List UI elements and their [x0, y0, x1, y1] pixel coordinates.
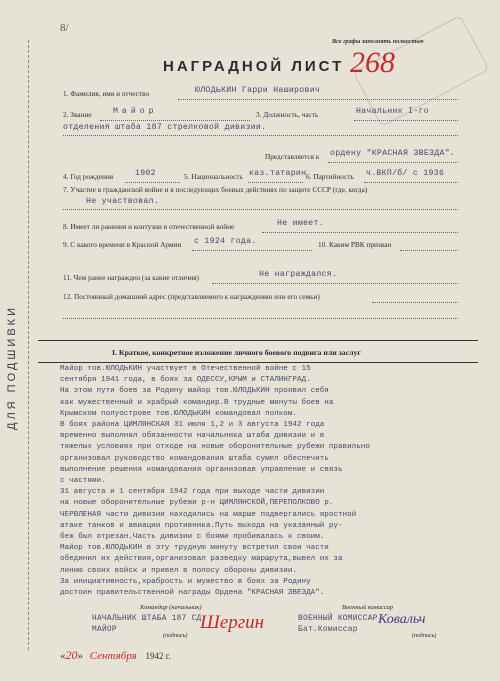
field-4-value: 1902 — [135, 169, 156, 178]
narrative-line: достоин правительственной награды Ордена "КРАСНАЯ ЗВЕЗДА". — [60, 589, 325, 598]
field-11-label: 11. Чем ранее награжден (за какие отличия) — [63, 273, 199, 282]
narrative-line: Майор тов.ЮЛОДЬКИН в эту трудную минуту встретил свои части — [60, 544, 329, 553]
narrative-line: обединил их действия,организовал разведку маршрута,вывел их за — [60, 555, 343, 564]
field-1-value: ЮЛОДЬКИН Гарри Наширович — [195, 86, 321, 95]
field-3-value-b: отделения штаба 187 стрелковой дивизии. — [63, 123, 267, 132]
narrative-line: Майор тов.ЮЛОДЬКИН участвует в Отечественной войне с 15 — [60, 365, 311, 373]
field-8-label: 8. Имеет ли ранения и контузии в отечественной войне — [63, 222, 235, 231]
field-3-label: 3. Должность, часть — [256, 110, 319, 119]
date-month: Сентября — [89, 650, 137, 662]
field-4-label: 4. Год рождения — [63, 172, 114, 181]
field-8-value: Не имеет. — [277, 219, 324, 228]
narrative — [60, 364, 370, 599]
narrative-line: организовал руководство командования штаба сумел обеспечить — [60, 454, 329, 463]
date-line: «20» Сентября 1942 г. — [60, 648, 171, 662]
narrative-line: беж был отрезан.Часть дивизии с боями пробивалась к своим. — [60, 533, 325, 542]
narrative-line: линию своих войск и привел в полосу обороны дивизии. — [60, 566, 297, 575]
section-heading: I. Краткое, конкретное изложение личного боевого подвига или заслуг — [112, 348, 361, 357]
field-11-value: Не награждался. — [259, 270, 338, 279]
field-1-label: 1. Фамилия, имя и отчество — [63, 89, 150, 98]
field-7-value: Не участвовал. — [86, 197, 159, 206]
presented-value: ордену "КРАСНАЯ ЗВЕЗДА". — [330, 149, 456, 158]
commissar-typed-a: ВОЕННЫЙ КОМИССАР — [298, 615, 378, 623]
binding-label: ДЛЯ ПОДШИВКИ — [6, 305, 18, 430]
narrative-line: Крымском полуострове тов.ЮЛОДЬКИН командовал полком. — [60, 409, 297, 418]
field-2-value: Майор — [113, 107, 158, 116]
field-12-label: 12. Постоянный домашний адрес (представляемого к награждению или его семьи) — [63, 292, 320, 301]
narrative-line: выполнение решения командования организовав управление и связь — [60, 465, 343, 474]
field-9-label: 9. С какого времени в Красной Армии — [63, 240, 182, 249]
binding-cut-line — [28, 40, 29, 650]
commissar-signature: Ковальч — [378, 612, 426, 627]
narrative-line: В боях района ЦИМЛЯНСКАЯ 31 июля 1,2 и 3 августа 1942 года — [60, 421, 325, 430]
page-title: НАГРАДНОЙ ЛИСТ — [163, 58, 345, 75]
narrative-line: тяжелых условиях при отходе на новые оборонительные рубежи правильно — [60, 443, 370, 452]
field-3-value-a: Начальник I-го — [356, 107, 429, 116]
field-5-value: каз.татарин — [249, 169, 307, 178]
field-7-label: 7. Участие в гражданской войне и в последующих боевых действиях по защите СССР (где, когда) — [63, 185, 368, 194]
narrative-line: За инициативность,храбрость и мужество в боях за Родину — [60, 577, 311, 586]
narrative-line: на новые оборонительные рубежи р-н ЦИМЛЯНСКОЙ,ПЕРЕПОЛКОВО р. — [60, 499, 334, 508]
chief-sign-label: (подпись) — [163, 633, 188, 639]
narrative-line: 31 августа и 1 сентября 1942 года при выходе части дивизии — [60, 488, 325, 497]
narrative-line: сентября 1941 года, в боях за ОДЕССУ,КРЫМ и СТАЛИНГРАД. — [60, 376, 311, 385]
field-2-label: 2. Звание — [63, 110, 92, 119]
field-9-value: с 1924 года. — [194, 237, 257, 246]
field-6-value: ч.ВКП/б/ с 1936 — [366, 169, 445, 178]
narrative-line: ЧЕРВЛЕНАЯ части дивизии находились на марше подвергались яростной — [60, 510, 357, 519]
commissar-sign-label: (подпись) — [412, 633, 437, 639]
date-year: 1942 г. — [145, 651, 171, 661]
section-bottom-rule — [38, 362, 478, 363]
sheet-number: 268 — [350, 46, 395, 79]
narrative-line: На этом пути боев за Родину майор тов.ЮЛОДЬКИН проявил себя — [60, 387, 329, 396]
field-5-label: 5. Национальность — [184, 172, 243, 181]
commissar-caption: Военный комиссар — [342, 604, 394, 611]
narrative-line: временно выполнял обязанности начальника штаба дивизии и в — [60, 432, 325, 441]
corner-mark: 8/ — [60, 22, 69, 34]
chief-caption: Командир (начальник) — [140, 604, 202, 611]
section-top-rule — [38, 340, 478, 341]
narrative-line: как мужественный и храбрый командир.В трудные минуты боев на — [60, 398, 334, 407]
date-day: 20 — [65, 648, 78, 662]
field-10-label: 10. Каким РВК призван — [318, 240, 392, 249]
commissar-typed-b: Бат.Комиссар — [298, 626, 358, 634]
narrative-line: атаке танков и авиации противника.Путь выхода на указанный ру- — [60, 521, 343, 530]
presented-label: Представляется к — [265, 152, 320, 161]
chief-signature: Шергин — [200, 612, 265, 633]
chief-typed-a: НАЧАЛЬНИК ШТАБА 187 СД — [92, 615, 202, 623]
top-note: Все графы заполнять полностью — [332, 38, 424, 45]
chief-typed-b: МАЙОР — [92, 626, 117, 634]
field-6-label: 6. Партийность — [306, 172, 354, 181]
narrative-line: с частями. — [60, 477, 106, 486]
